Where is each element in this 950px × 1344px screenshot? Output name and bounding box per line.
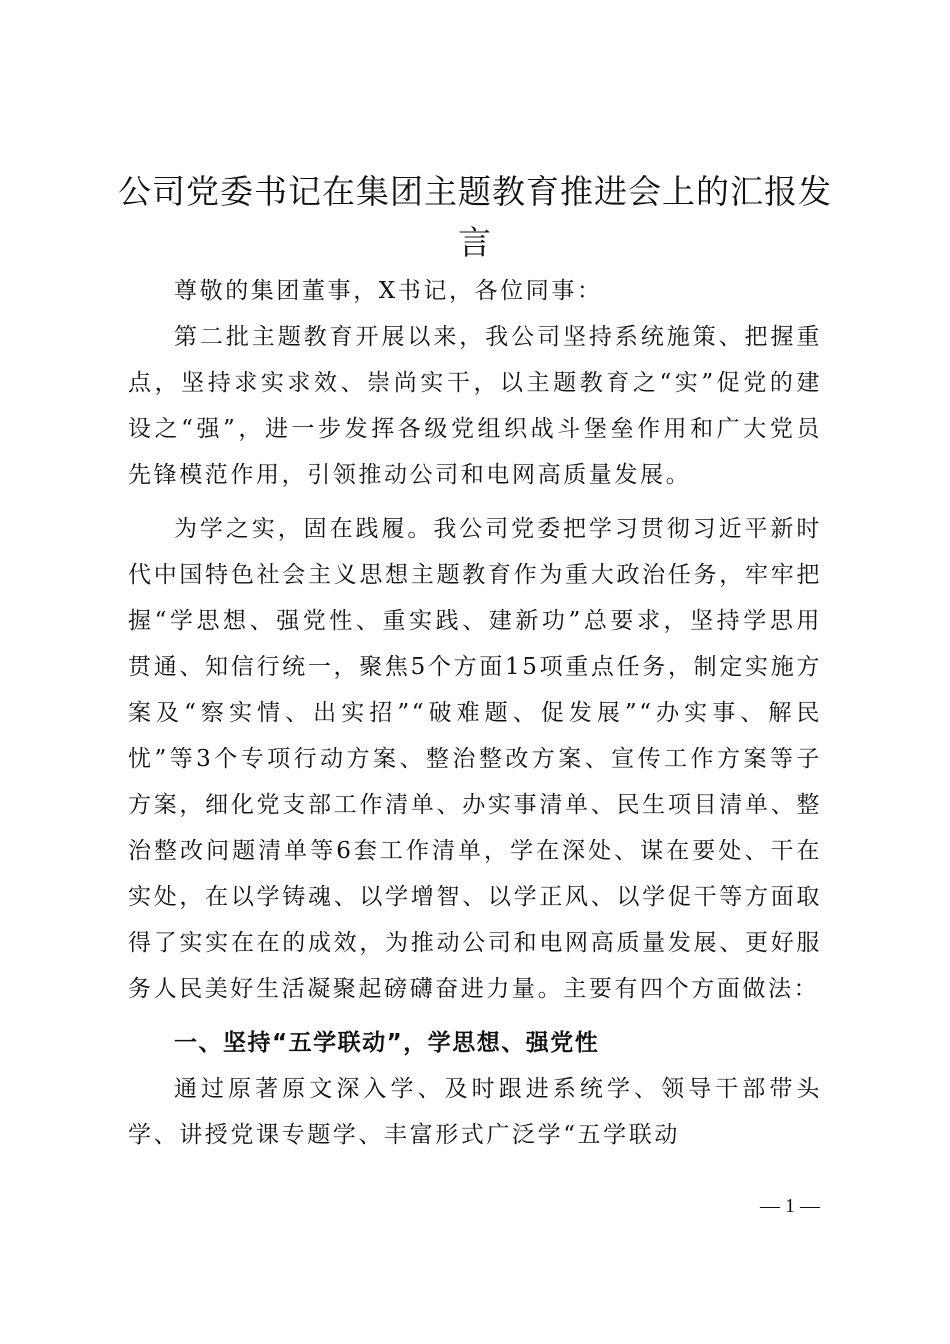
section-heading: 一、坚持“五学联动”，学思想、强党性 (174, 1030, 600, 1056)
document-title: 公司党委书记在集团主题教育推进会上的汇报发言 (118, 172, 832, 262)
paragraph: 为学之实，固在践履。我公司党委把学习贯彻习近平新时代中国特色社会主义思想主题教育作为重大政治任务，牢牢把握“学思想、强党性、重实践、建新功”总要求，坚持学思用贯通、知信行统一，聚焦5个方面15项重点任务，制定实施方案及“察实情、出实招”“破难题、促发展”“办实事、解民忧”等3个专项行动方案、整治整改方案、宣传工作方案等子方案，细化党支部工作清单、办实事清单、民生项目清单、整治整改问题清单等6套工作清单，学在深处、谋在要处、干在实处，在以学铸魂、以学增智、以学正风、以学促干等方面取得了实实在在的成效，为推动公司和电网高质量发展、更好服务人民美好生活凝聚起磅礴奋进力量。主要有四个方面做法： (128, 516, 822, 1002)
paragraph: 第二批主题教育开展以来，我公司坚持系统施策、把握重点，坚持求实求效、崇尚实干，以主题教育之“实”促党的建设之“强”，进一步发挥各级党组织战斗堡垒作用和广大党员先锋模范作用，引领推动公司和电网高质量发展。 (128, 324, 822, 488)
section-paragraph: 通过原著原文深入学、及时跟进系统学、领导干部带头学、讲授党课专题学、丰富形式广泛学“五学联动 (128, 1076, 822, 1148)
page-number: — 1 — (760, 1195, 820, 1217)
document-body (128, 268, 822, 1158)
salutation: 尊敬的集团董事，X书记，各位同事： (174, 278, 603, 304)
